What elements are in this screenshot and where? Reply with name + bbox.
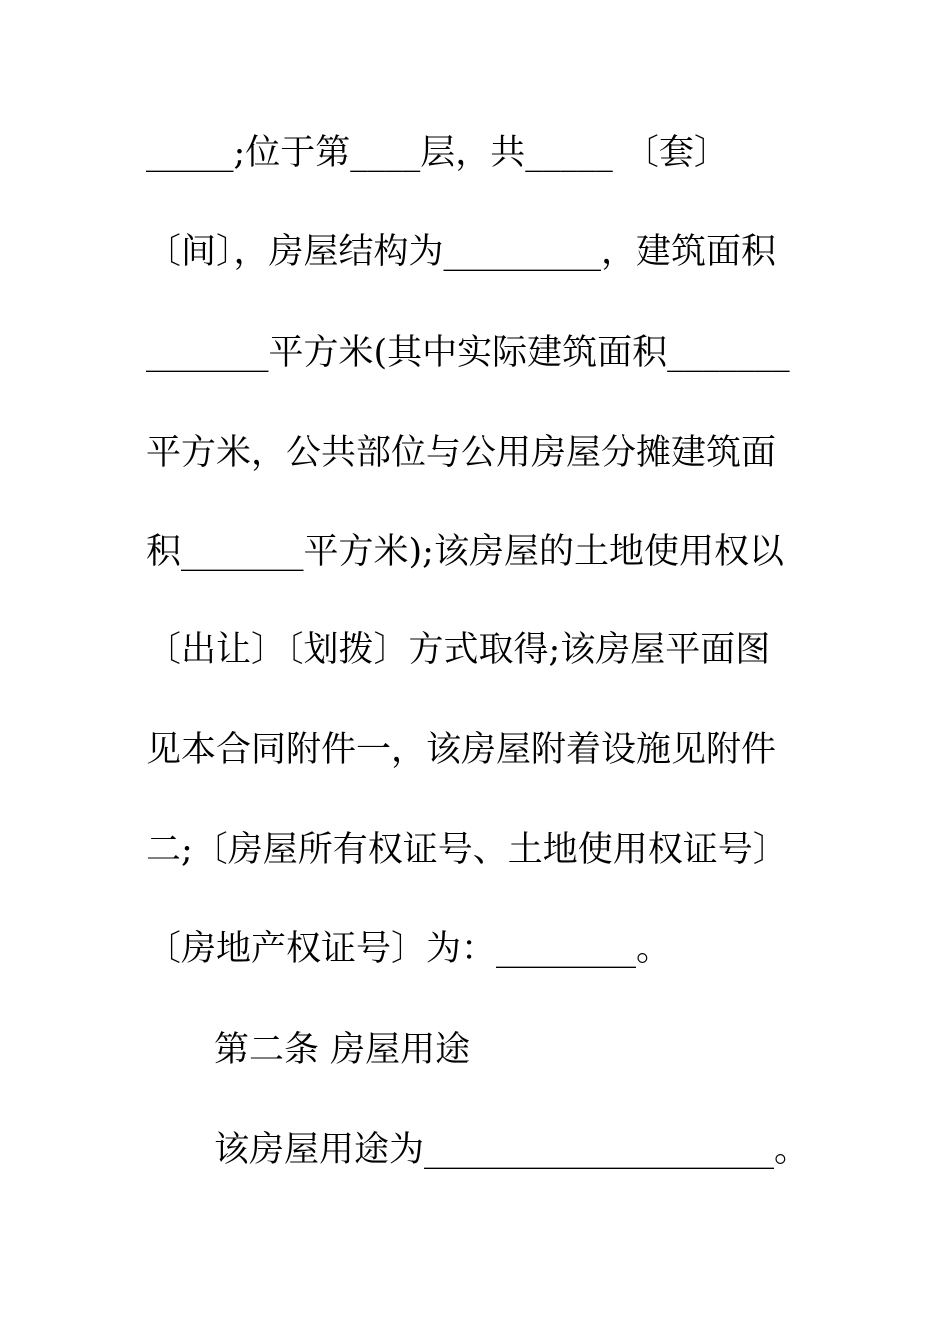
text-line: 积_______平方米);该房屋的土地使用权以	[146, 532, 784, 572]
text-line: 〔出让〕〔划拨〕方式取得;该房屋平面图	[146, 630, 771, 670]
text-line: 二;〔房屋所有权证号、土地使用权证号〕	[146, 830, 788, 870]
text-line: 平方米，公共部位与公用房屋分摊建筑面	[146, 433, 777, 473]
text-line: _______平方米(其中实际建筑面积_______	[146, 333, 790, 373]
section-heading: 第二条 房屋用途	[214, 1030, 471, 1070]
text-line: 该房屋用途为____________________。	[214, 1130, 810, 1170]
text-line: 〔间〕，房屋结构为_________，建筑面积	[146, 232, 777, 272]
text-line: 见本合同附件一，该房屋附着设施见附件	[146, 730, 777, 770]
text-line: 〔房地产权证号〕为：________。	[146, 929, 672, 969]
text-line: _____;位于第____层，共_____ 〔套〕	[146, 133, 729, 173]
